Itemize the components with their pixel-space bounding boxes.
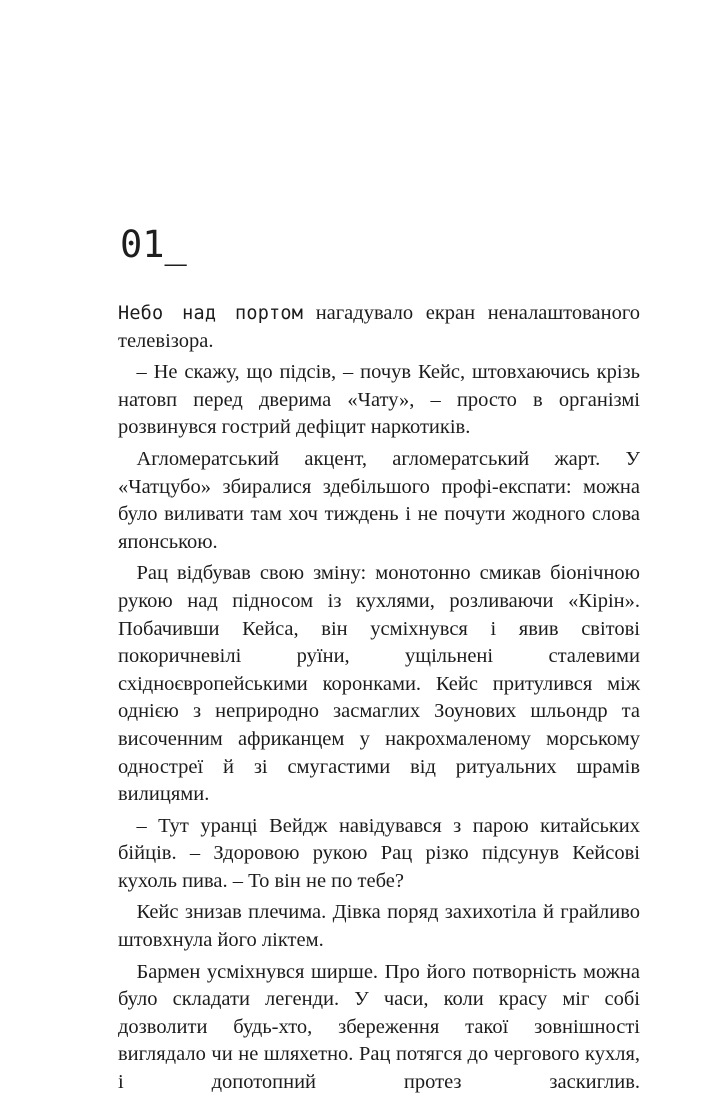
paragraph-5: – Тут уранці Вейдж навідувався з парою китайських бійців. – Здоровою рукою Рац різко підсунув Кейсові кухоль пива. – То він не по тебе?	[118, 814, 640, 892]
chapter-number: 01_	[120, 223, 187, 266]
paragraph-6: Кейс знизав плечима. Дівка поряд захихотіла й грайливо штовхнула його ліктем.	[118, 901, 640, 952]
paragraph-1-text: нагадувало екран неналаштованого телевізора.	[118, 302, 640, 352]
paragraph-3: Агломератський акцент, агломератський жарт. У «Чатцубо» збиралися здебільшого профі-експати: можна було виливати там хоч тиждень і не почути жодного слова японською.	[118, 447, 640, 553]
paragraph-1	[118, 300, 640, 355]
paragraph-4: Рац відбував свою зміну: монотонно смикав біонічною рукою над підносом із кухлями, розливаючи «Кірін». Побачивши Кейса, він усміхнувся і явив світові покоричневілі руїни, ущільнені сталевими східноєвропейськими коронками. Кейс притулився між однією з неприродно засмаглих Зоунових шльондр та височенним африканцем у накрохмаленому морському одностреї й зі смугастими від ритуальних шрамів вилицями.	[118, 562, 640, 806]
paragraph-2: – Не скажу, що підсів, – почув Кейс, штовхаючись крізь натовп перед дверима «Чату», – просто в організмі розвинувся гострий дефіцит наркотиків.	[118, 361, 640, 439]
chapter-body	[118, 300, 640, 1101]
paragraph-7: Бармен усміхнувся ширше. Про його потворність можна було складати легенди. У часи, коли красу міг собі дозволити будь-хто, збереження такої зовнішності виглядало чи не шляхетно. Рац потягся до чергового кухля, і допотопний протез заскиглив.	[118, 960, 640, 1094]
lead-in-phrase: Небо над портом	[118, 303, 304, 324]
